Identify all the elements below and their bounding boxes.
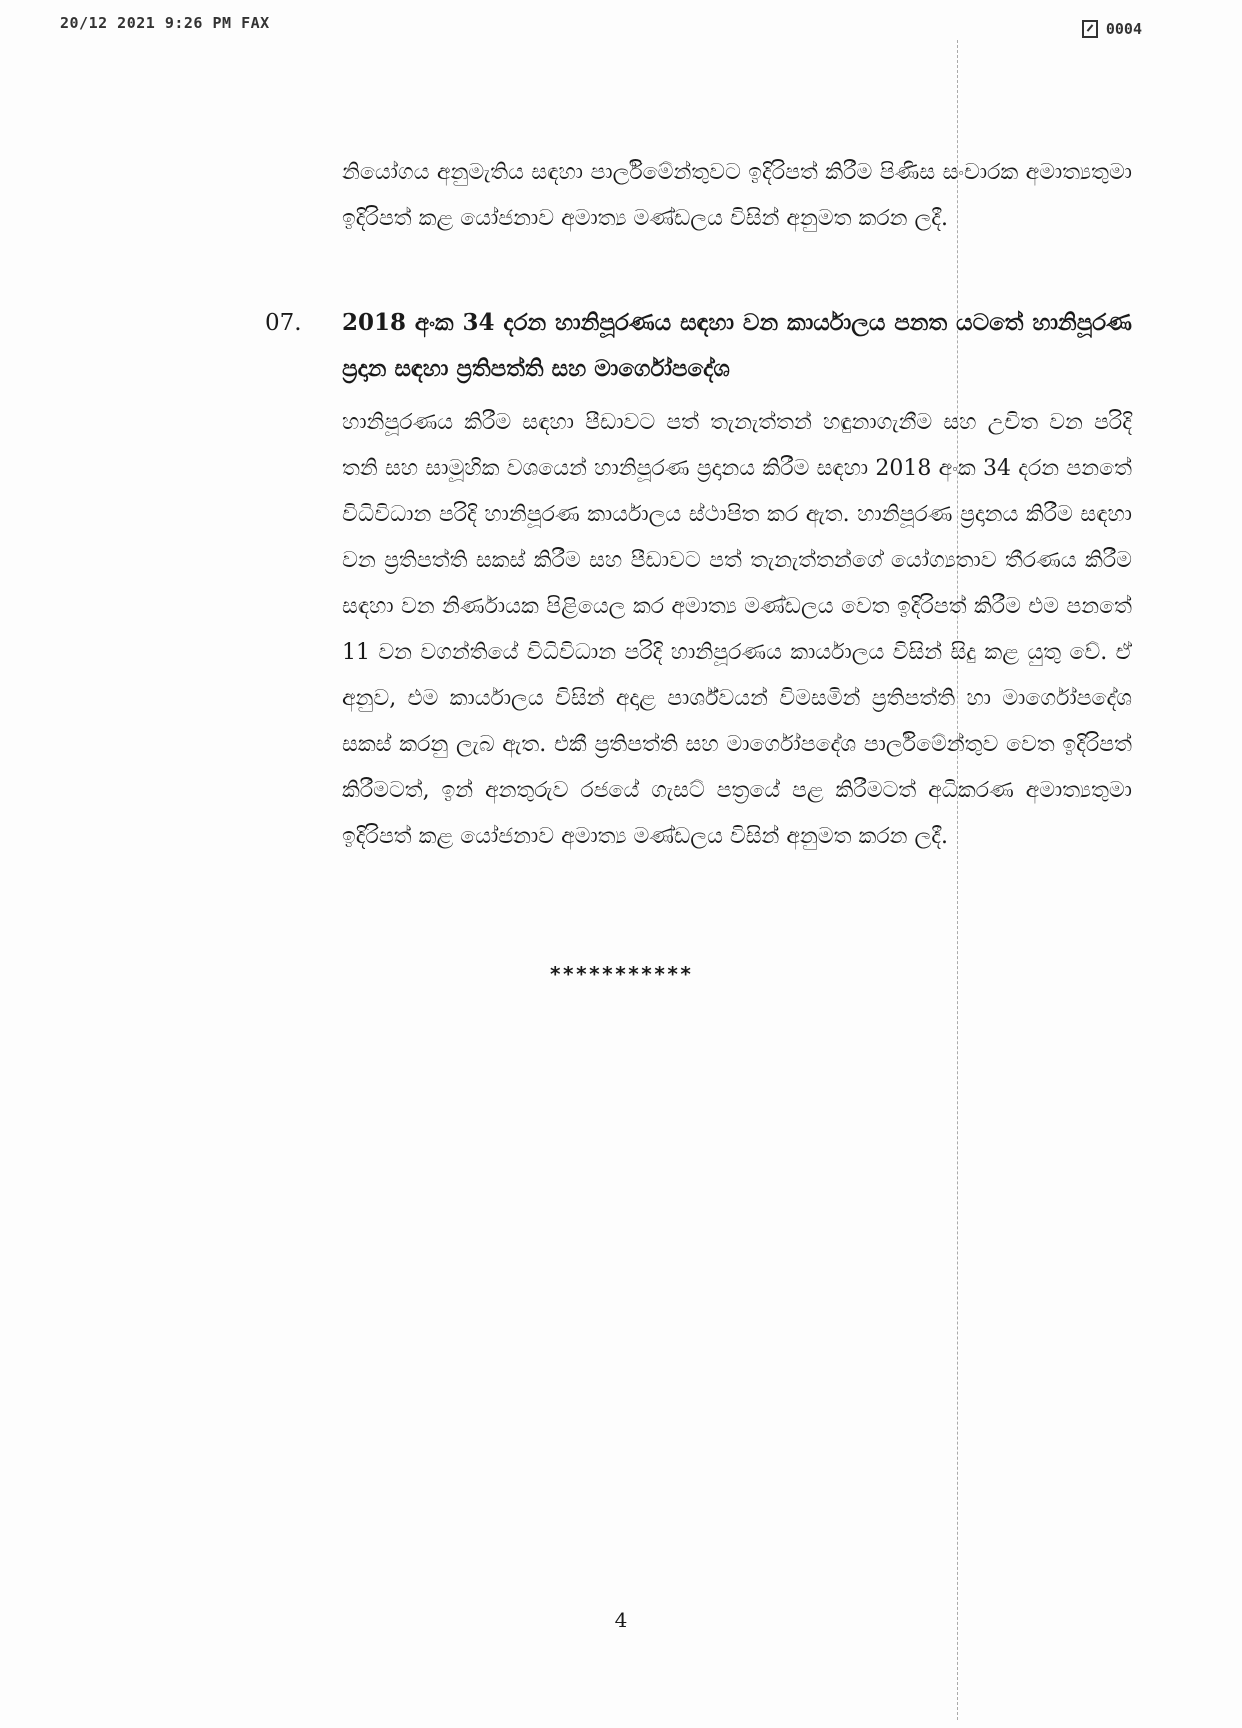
section-number: 07. <box>265 310 302 336</box>
page-number: 4 <box>614 1608 628 1632</box>
scan-artifact-line <box>957 40 958 1720</box>
fax-page-code <box>1082 20 1142 38</box>
section-separator: *********** <box>549 962 693 986</box>
section-title: 2018 අංක 34 දරන හානිපූරණය සඳහා වන කාර්යාලය පනත යටතේ හානිපූරණ ප්‍රදාන සඳහා ප්‍රතිපත්ති සහ මාර්ගෝපදේශ <box>342 309 1132 382</box>
fax-timestamp: 20/12 2021 9:26 PM FAX <box>60 14 270 32</box>
fax-page-code-text: 0004 <box>1105 20 1142 38</box>
intro-paragraph: නියෝගය අනුමැතිය සඳහා පාර්ලිමේන්තුවට ඉදිරිපත් කිරීම පිණිස සංචාරක අමාත්‍යතුමා ඉදිරිපත් කළ යෝජනාව අමාත්‍ය මණ්ඩලය විසින් අනුමත කරන ලදී. <box>342 160 1132 231</box>
section-body-paragraph: හානිපූරණය කිරීම සඳහා පීඩාවට පත් තැනැත්තන් හඳුනාගැනීම සහ උචිත වන පරිදි තනි සහ සාමූහික වශයෙන් හානිපූරණ ප්‍රදානය කිරීම සඳහා 2018 අංක 34 දරන පනතේ විධිවිධාන පරිදි හානිපූරණ කාර්යාලය ස්ථාපිත කර ඇත. හානිපූරණ ප්‍රදානය කිරීම සඳහා වන ප්‍රතිපත්ති සකස් කිරීම සහ පීඩාවට පත් තැනැත්තන්ගේ යෝග්‍යතාව තීරණය කිරීම සඳහා වන නිර්ණායක පිළියෙල කර අමාත්‍ය මණ්ඩලය වෙත ඉදිරිපත් කිරීම එම පනතේ 11 වන වගන්තියේ විධිවිධාන පරිදි හානිපූරණය කාර්යාලය විසින් සිදු කළ යුතු වේ. ඒ අනුව, එම කාර්යාලය විසින් අදාළ පාර්ශ්වයන් විමසමින් ප්‍රතිපත්ති හා මාර්ගෝපදේශ සකස් කරනු ලැබ ඇත. එකී ප්‍රතිපත්ති සහ මාර්ගෝපදේශ පාර්ලිමේන්තුව වෙත ඉදිරිපත් කිරීමටත්, ඉන් අනතුරුව රජයේ ගැසට් පත්‍රයේ පළ කිරීමටත් අධිකරණ අමාත්‍යතුමා ඉදිරිපත් කළ යෝජනාව අමාත්‍ය මණ්ඩලය විසින් අනුමත කරන ලදී. <box>342 410 1133 849</box>
checkbox-icon <box>1082 20 1098 38</box>
